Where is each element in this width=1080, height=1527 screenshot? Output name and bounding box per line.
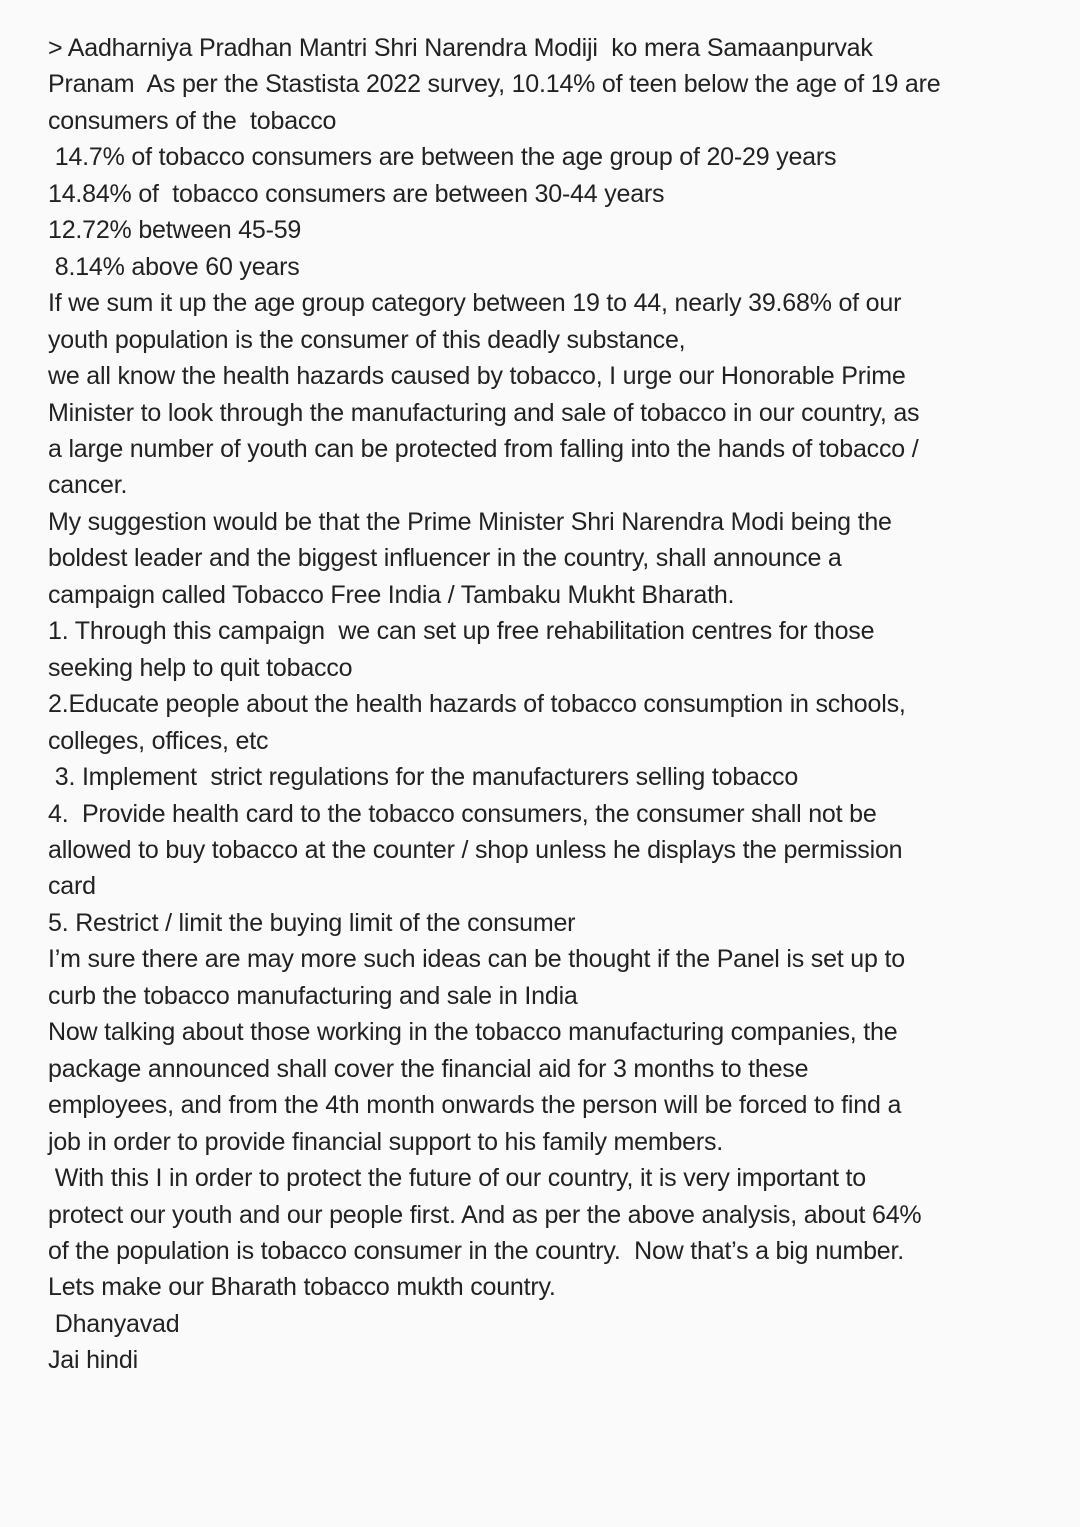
text-line: 14.84% of tobacco consumers are between 30-44 years xyxy=(48,179,665,208)
text-line: 3. Implement strict regulations for the manufacturers selling tobacco xyxy=(48,763,799,792)
text-line: 12.72% between 45-59 xyxy=(48,216,302,245)
text-line: package announced shall cover the financial aid for 3 months to these xyxy=(48,1054,809,1083)
text-line: 14.7% of tobacco consumers are between the age group of 20-29 years xyxy=(48,143,837,172)
text-line: With this I in order to protect the future of our country, it is very important to xyxy=(48,1164,867,1193)
text-line: I’m sure there are may more such ideas can be thought if the Panel is set up to xyxy=(48,945,905,974)
text-line: boldest leader and the biggest influencer in the country, shall announce a xyxy=(48,544,842,573)
text-line: seeking help to quit tobacco xyxy=(48,653,353,682)
text-line: Minister to look through the manufacturing and sale of tobacco in our country, as xyxy=(48,398,920,427)
text-line: we all know the health hazards caused by tobacco, I urge our Honorable Prime xyxy=(48,362,906,391)
text-line: campaign called Tobacco Free India / Tambaku Mukht Bharath. xyxy=(48,580,735,609)
text-line: protect our youth and our people first. And as per the above analysis, about 64% xyxy=(48,1200,922,1229)
text-line: > Aadharniya Pradhan Mantri Shri Narendra Modiji ko mera Samaanpurvak xyxy=(48,34,873,62)
text-line: 4. Provide health card to the tobacco consumers, the consumer shall not be xyxy=(48,799,877,828)
text-line: Now talking about those working in the tobacco manufacturing companies, the xyxy=(48,1018,898,1047)
text-line: card xyxy=(48,872,96,901)
text-line: youth population is the consumer of this deadly substance, xyxy=(48,325,686,354)
text-line: 5. Restrict / limit the buying limit of the consumer xyxy=(48,908,576,937)
text-line: If we sum it up the age group category between 19 to 44, nearly 39.68% of our xyxy=(48,289,902,318)
text-line: allowed to buy tobacco at the counter / shop unless he displays the permission xyxy=(48,835,903,864)
text-line: employees, and from the 4th month onwards the person will be forced to find a xyxy=(48,1091,902,1120)
text-line: consumers of the tobacco xyxy=(48,106,337,135)
text-line: Dhanyavad xyxy=(48,1309,180,1338)
text-line: job in order to provide financial support to his family members. xyxy=(48,1127,724,1156)
text-line: 8.14% above 60 years xyxy=(48,252,300,281)
text-line: 1. Through this campaign we can set up free rehabilitation centres for those xyxy=(48,617,875,646)
text-line: Lets make our Bharath tobacco mukth country. xyxy=(48,1273,556,1302)
text-line: Jai hindi xyxy=(48,1346,138,1375)
text-line: of the population is tobacco consumer in the country. Now that’s a big number. xyxy=(48,1236,905,1265)
text-line: My suggestion would be that the Prime Minister Shri Narendra Modi being the xyxy=(48,507,892,536)
text-line: a large number of youth can be protected from falling into the hands of tobacco / xyxy=(48,434,919,463)
text-line: cancer. xyxy=(48,471,128,500)
text-line: curb the tobacco manufacturing and sale in India xyxy=(48,981,578,1010)
text-line: colleges, offices, etc xyxy=(48,726,269,755)
message-body xyxy=(48,30,1058,1379)
text-line: Pranam As per the Stastista 2022 survey, 10.14% of teen below the age of 19 are xyxy=(48,70,941,99)
text-line: 2.Educate people about the health hazards of tobacco consumption in schools, xyxy=(48,690,906,719)
